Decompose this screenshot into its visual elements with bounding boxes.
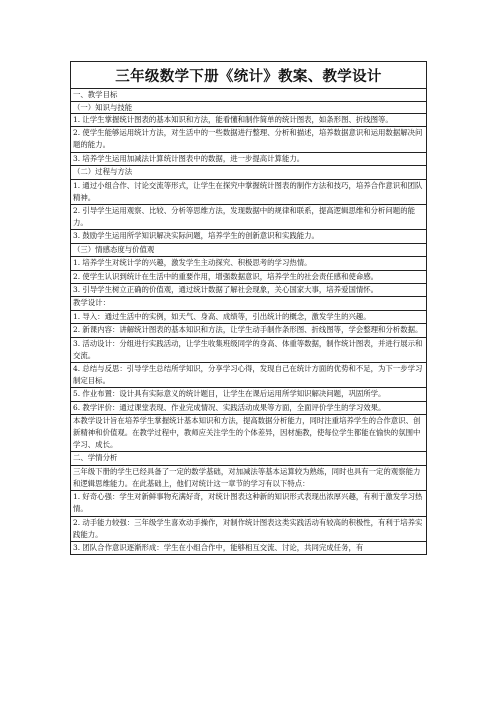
attitude-item-1: 1. 培养学生对统计学的兴趣，激发学生主动探究、积极思考的学习热情。 — [71, 257, 426, 271]
design-item-6: 6. 教学评价：通过课堂表现、作业完成情况、实践活动成果等方面，全面评价学生的学习效果。 — [71, 402, 426, 415]
student-analysis-intro: 三年级下册的学生已经具备了一定的数学基础，对加减法等基本运算较为熟练，同时也具有一定的观察能力和逻辑思维能力。在此基础上，他们对统计这一章节的学习有以下特点： — [71, 466, 426, 491]
student-trait-2: 2. 动手能力较强：三年级学生喜欢动手操作，对制作统计图表这类实践活动有较高的积极性，有利于培养实践能力。 — [71, 517, 426, 542]
student-trait-1: 1. 好奇心强：学生对新鲜事物充满好奇，对统计图表这种新的知识形式表现出浓厚兴趣，有利于激发学习热情。 — [71, 491, 426, 516]
design-item-3: 3. 活动设计：分组进行实践活动，让学生收集班级同学的身高、体重等数据，制作统计图表，并进行展示和交流。 — [71, 338, 426, 363]
student-trait-3: 3. 团队合作意识逐渐形成：学生在小组合作中，能够相互交流、讨论，共同完成任务，有 — [73, 543, 364, 553]
lesson-plan-table — [70, 61, 427, 555]
knowledge-item-2: 2. 使学生能够运用统计方法，对生活中的一些数据进行整理、分析和描述，培养数据意识和运用数据解决问题的能力。 — [71, 127, 426, 152]
subheading-process-methods: （二）过程与方法 — [71, 166, 426, 180]
design-item-4: 4. 总结与反思：引导学生总结所学知识，分享学习心得，发现自己在统计方面的优势和不足，为下一步学习制定目标。 — [71, 363, 426, 388]
knowledge-item-1: 1. 让学生掌握统计图表的基本知识和方法，能看懂和制作简单的统计图表，如条形图、折线图等。 — [71, 114, 426, 127]
attitude-item-3: 3. 引导学生树立正确的价值观，通过统计数据了解社会现象，关心国家大事，培养爱国情怀。 — [71, 284, 426, 297]
section-heading-objectives: 一、教学目标 — [71, 89, 426, 102]
attitude-item-2: 2. 使学生认识到统计在生活中的重要作用，增强数据意识，培养学生的社会责任感和使命感。 — [71, 271, 426, 284]
design-item-2: 2. 新课内容：讲解统计图表的基本知识和方法，让学生动手制作条形图、折线图等，学会整理和分析数据。 — [71, 324, 426, 337]
section-heading-student-analysis: 二、学情分析 — [71, 452, 426, 466]
subheading-attitude-values: （三）情感态度与价值观 — [71, 244, 426, 258]
design-summary-paragraph: 本教学设计旨在培养学生掌握统计基本知识和方法，提高数据分析能力，同时注重培养学生的合作意识、创新精神和价值观。在教学过程中，教师应关注学生的个体差异，因材施教，使每位学生都能在愉快的氛围中学习、成长。 — [71, 415, 426, 453]
design-item-1: 1. 导入：通过生活中的实例，如天气、身高、成绩等，引出统计的概念，激发学生的兴趣。 — [71, 311, 426, 325]
process-item-1: 1. 通过小组合作、讨论交流等形式，让学生在探究中掌握统计图表的制作方法和技巧，培养合作意识和团队精神。 — [71, 180, 426, 205]
knowledge-item-3: 3. 培养学生运用加减法计算统计图表中的数据，进一步提高计算能力。 — [71, 153, 426, 167]
process-item-2: 2. 引导学生运用观察、比较、分析等思维方法，发现数据中的规律和联系，提高逻辑思维和分析问题的能力。 — [71, 205, 426, 230]
design-item-5: 5. 作业布置：设计具有实际意义的统计题目，让学生在课后运用所学知识解决问题，巩固所学。 — [71, 388, 426, 401]
page-title: 三年级数学下册《统计》教案、教学设计 — [71, 62, 426, 89]
subheading-knowledge-skills: （一）知识与技能 — [71, 102, 426, 115]
process-item-3: 3. 鼓励学生运用所学知识解决实际问题，培养学生的创新意识和实践能力。 — [71, 230, 426, 244]
teaching-design-heading: 教学设计： — [71, 297, 426, 311]
